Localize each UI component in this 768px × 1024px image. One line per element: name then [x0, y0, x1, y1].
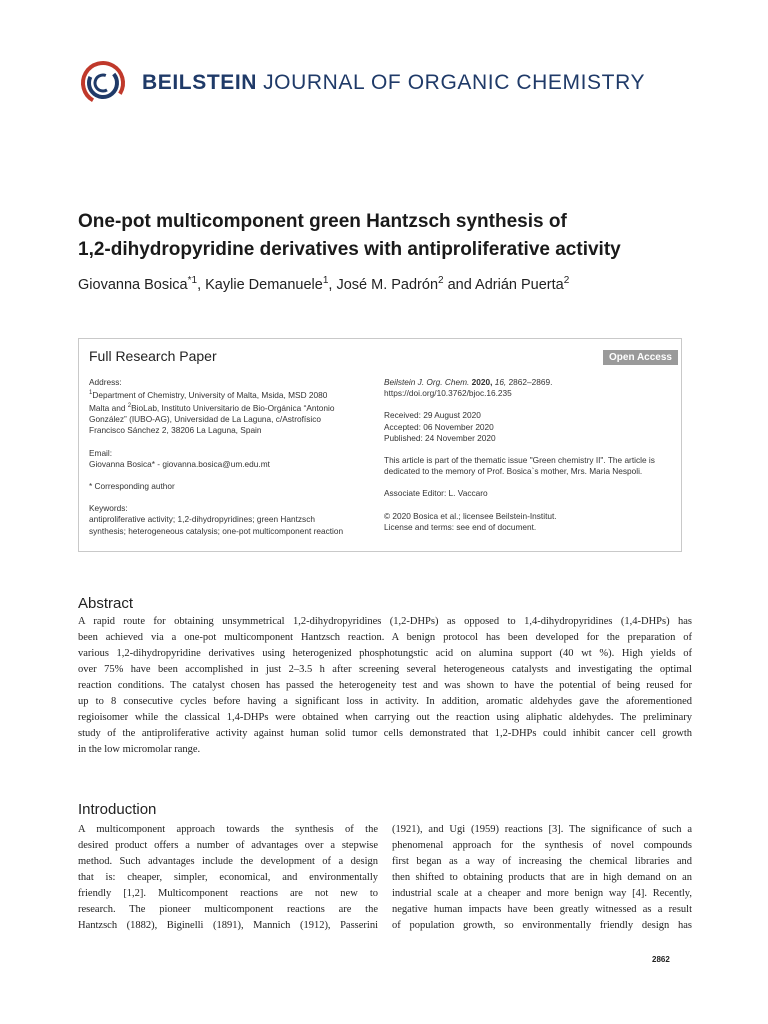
- keywords-label: Keywords:: [89, 503, 128, 514]
- copyright-line: © 2020 Bosica et al.; licensee Beilstein-Institut.: [384, 510, 557, 521]
- email-block: [89, 448, 379, 470]
- affiliation-2-marker: 2: [127, 403, 132, 410]
- article-title: [78, 208, 698, 264]
- keywords-line: antiproliferative activity; 1,2-dihydropyridines; green Hantzsch: [89, 514, 315, 525]
- intro-line: of population growth, so environmentally friendly design has: [392, 920, 692, 931]
- author-affiliation: *1: [187, 275, 198, 286]
- keywords-line: synthesis; heterogeneous catalysis; one-pot multicomponent reaction: [89, 525, 344, 536]
- introduction-heading: Introduction: [78, 801, 157, 818]
- author-name: Giovanna Bosica: [78, 276, 188, 293]
- email-link[interactable]: Giovanna Bosica* - giovanna.bosica@um.edu.mt: [89, 458, 270, 469]
- thematic-line: This article is part of the thematic issue "Green chemistry II". The article is: [384, 455, 655, 466]
- abstract-line: over 75% have been accomplished in just 2–3.5 h after screening several heterogeneous catalysts and investigating the optimal: [78, 664, 692, 675]
- abstract-line: study of the antiproliferative activity against human solid tumor cells demonstrated that 1,2-DHPs could inhibit cancer cell growth: [78, 728, 692, 739]
- intro-line: A multicomponent approach towards the synthesis of the: [78, 824, 378, 835]
- author-list: [78, 275, 569, 293]
- abstract-line: reaction conditions. The catalyst chosen has passed the heterogeneity test and was shown to have the potential of being reused for: [78, 680, 692, 691]
- title-line: 1,2-dihydropyridine derivatives with antiproliferative activity: [78, 239, 621, 260]
- citation-pages: 2862–2869.: [508, 377, 553, 387]
- address-line: González” (IUBO-AG), Universidad de La Laguna, c/Astrofísico: [89, 414, 321, 425]
- article-type: Full Research Paper: [89, 348, 217, 364]
- author-name: Kaylie Demanuele: [205, 276, 323, 293]
- abstract-line: up to 8 consecutive cycles before having a significant loss in activity. In addition, aromatic aldehydes gave the aforementioned: [78, 696, 692, 707]
- abstract-line: A rapid route for obtaining unsymmetrical 1,2-dihydropyridines (1,2-DHPs) as opposed to 1,4-dihydropyridines (1,4-DHPs) has: [78, 616, 692, 627]
- affiliation-1-marker: 1: [89, 390, 93, 397]
- accepted-date: Accepted: 06 November 2020: [384, 421, 494, 432]
- journal-header: [78, 58, 645, 108]
- intro-line: method. Such advantages include the development of a design: [78, 856, 378, 867]
- dates-block: [384, 410, 679, 444]
- introduction-left-column: [78, 822, 378, 934]
- title-line: One-pot multicomponent green Hantzsch synthesis of: [78, 211, 567, 232]
- author-separator: ,: [328, 276, 337, 293]
- intro-line: then shifted to obtaining products that are in high demand on an: [392, 872, 692, 883]
- published-date: Published: 24 November 2020: [384, 432, 496, 443]
- page-number: 2862: [652, 955, 670, 964]
- introduction-right-column: [392, 822, 692, 934]
- abstract-line: in the low micromolar range.: [78, 744, 201, 755]
- address-line: Malta and: [89, 402, 128, 413]
- thematic-line: dedicated to the memory of Prof. Bosica`s mother, Mrs. Maria Nespoli.: [384, 466, 643, 477]
- citation-journal: Beilstein J. Org. Chem.: [384, 377, 470, 387]
- journal-name: [142, 71, 645, 95]
- intro-line: that is: cheaper, simpler, economical, and environmentally: [78, 872, 378, 883]
- address-line: Department of Chemistry, University of Malta, Msida, MSD 2080: [92, 389, 328, 400]
- journal-name-bold: BEILSTEIN: [142, 71, 258, 94]
- author-name: Adrián Puerta: [475, 276, 564, 293]
- intro-line: research. The pioneer multicomponent reactions are the: [78, 904, 378, 915]
- abstract-line: regioisomer while the classical 1,4-DHPs were obtained when carrying out the reaction using aliphatic aldehydes. The preliminary: [78, 712, 692, 723]
- received-date: Received: 29 August 2020: [384, 410, 481, 421]
- intro-line: first began as a way of increasing the chemical libraries and: [392, 856, 692, 867]
- intro-line: desired product offers a number of advantages over a stepwise: [78, 840, 378, 851]
- intro-line: (1921), and Ugi (1959) reactions [3]. The significance of such a: [392, 824, 692, 835]
- corresponding-note: * Corresponding author: [89, 480, 175, 491]
- author-separator: ,: [197, 276, 206, 293]
- info-left-column: [89, 377, 379, 548]
- abstract-body: [78, 614, 692, 758]
- citation-year: 2020,: [471, 377, 493, 387]
- journal-name-rest: JOURNAL OF ORGANIC CHEMISTRY: [263, 71, 646, 94]
- keywords-block: [89, 503, 379, 537]
- citation-block: [384, 377, 679, 399]
- address-label: Address:: [89, 377, 122, 387]
- author-separator: and: [443, 276, 476, 293]
- author-affiliation: 2: [438, 275, 444, 286]
- associate-editor: Associate Editor: L. Vaccaro: [384, 488, 488, 499]
- abstract-heading: Abstract: [78, 595, 134, 612]
- license-block: [384, 511, 679, 533]
- abstract-line: been achieved via a one-pot multicomponent Hantzsch reaction. A benign protocol has been developed for the preparation of: [78, 632, 692, 643]
- address-block: [89, 377, 379, 437]
- thematic-issue-note: [384, 455, 679, 477]
- citation-volume: 16,: [494, 377, 507, 387]
- intro-line: phenomenal approach for the synthesis of novel compounds: [392, 840, 692, 851]
- address-line: BioLab, Instituto Universitario de Bio-Orgánica “Antonio: [131, 402, 335, 413]
- author-affiliation: 1: [322, 275, 329, 286]
- article-info-box: [78, 338, 682, 552]
- intro-line: negative human impacts have been greatly witnessed as a result: [392, 904, 692, 915]
- intro-line: industrial scale at a cheaper and more benign way [4]. Recently,: [392, 888, 692, 899]
- address-line: Francisco Sánchez 2, 38206 La Laguna, Spain: [89, 425, 262, 436]
- license-line: License and terms: see end of document.: [384, 521, 537, 532]
- open-access-badge: Open Access: [603, 350, 678, 365]
- beilstein-logo-icon: [78, 58, 136, 108]
- author-affiliation: 2: [563, 275, 570, 286]
- doi-link[interactable]: https://doi.org/10.3762/bjoc.16.235: [384, 388, 512, 399]
- abstract-line: various 1,2-dihydropyridine derivatives using heterogenized phosphotungstic acid on alumina support (40 wt %). High yields of: [78, 648, 692, 659]
- author-name: José M. Padrón: [336, 276, 439, 293]
- info-right-column: [384, 377, 679, 544]
- email-label: Email:: [89, 447, 113, 458]
- intro-line: Hantzsch (1882), Biginelli (1891), Mannich (1912), Passerini: [78, 920, 378, 931]
- intro-line: friendly [1,2]. Multicomponent reactions are not new to: [78, 888, 378, 899]
